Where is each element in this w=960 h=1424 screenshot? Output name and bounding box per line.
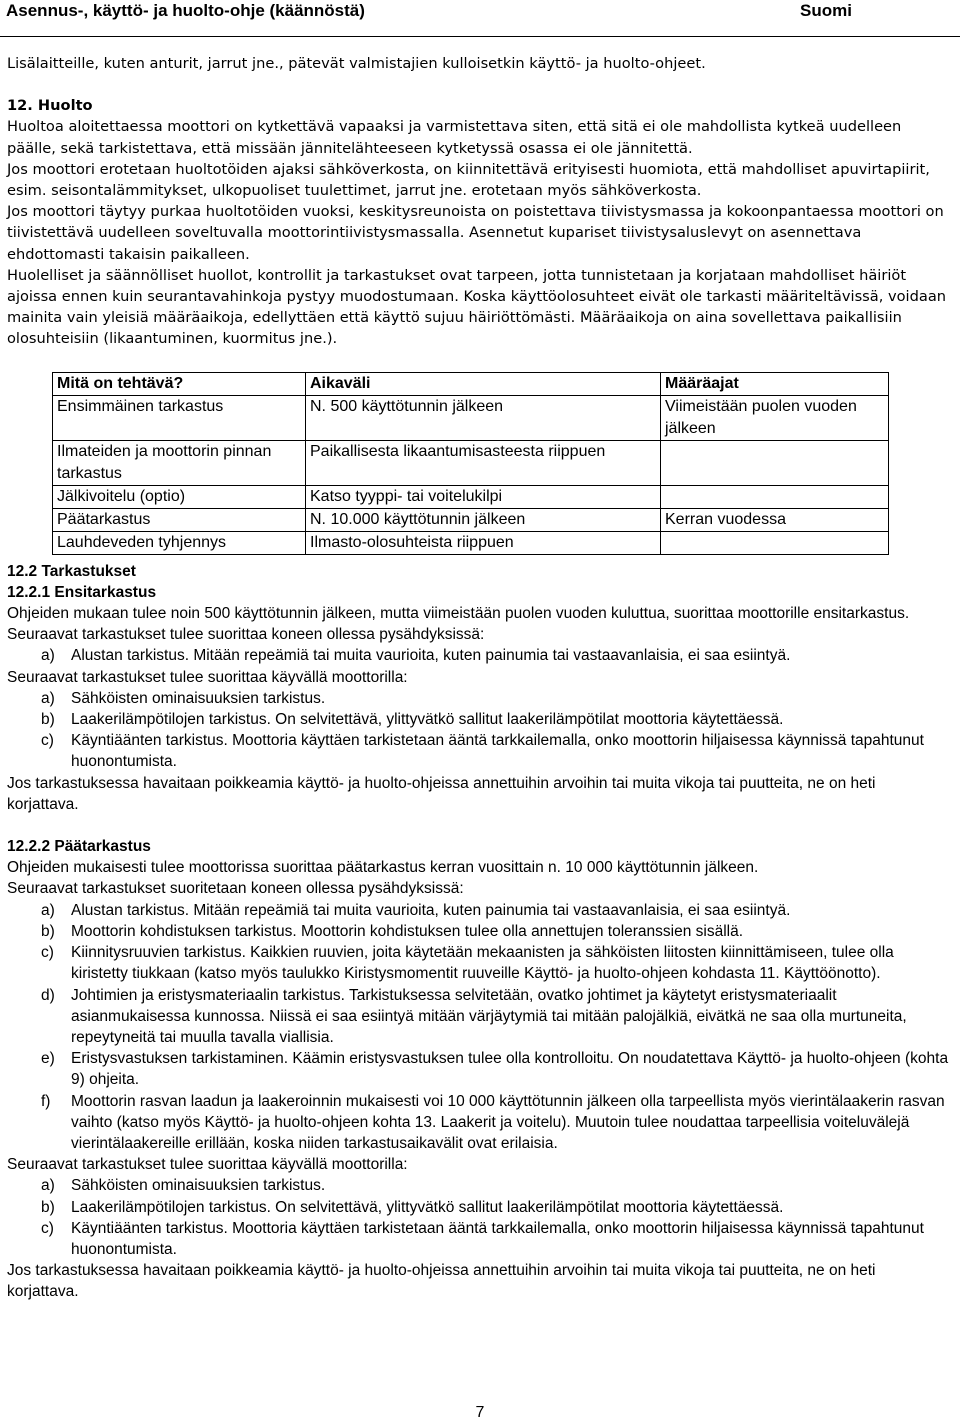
table-cell: Ilmateiden ja moottorin pinnan tarkastus	[53, 440, 306, 485]
list-item-text: Eristysvastuksen tarkistaminen. Käämin eristysvastuksen tulee olla kontrolloitu. On noudatettava Käyttö- ja huolto-ohjeen (kohta 9) ohjeita.	[71, 1050, 949, 1089]
list-item-text: Johtimien ja eristysmateriaalin tarkistus. Tarkistuksessa selvitetään, ovatko johtimet ja käytetyt eristysmateriaalit asianmukaisessa kunnossa. Niissä ei saa esiintyä mitään värjäytymiä tai mitään palojälkiä, eivätkä ne saa olla murtuneita, repeytyneitä tai muulla tavalla viallisia.	[71, 986, 907, 1046]
list-item-label: b)	[41, 1198, 55, 1216]
list-item	[7, 645, 951, 666]
running-intro: Seuraavat tarkastukset tulee suorittaa käyvällä moottorilla:	[7, 668, 408, 686]
table-cell: Päätarkastus	[53, 508, 306, 531]
page-header	[0, 0, 960, 37]
page-number: 7	[475, 1404, 485, 1421]
table-cell: Kerran vuodessa	[661, 508, 889, 531]
list-item-text: Alustan tarkistus. Mitään repeämiä tai muita vaurioita, kuten painumia tai vastaavanlaisia, ei saa esiintyä.	[71, 901, 791, 919]
list-item	[7, 1091, 951, 1155]
section-12-paragraph-1: Huoltoa aloitettaessa moottori on kytkettävä vapaaksi ja varmistettava siten, että sitä ei ole mahdollista kytkeä uudelleen päälle, sekä tarkistettava, että missään jännitelähteeseen kytketyssä osassa ei ole jännitettä.	[7, 118, 902, 157]
list-item-text: Kiinnitysruuvien tarkistus. Kaikkien ruuvien, joita käytetään mekaanisten ja sähköisten liitosten kiinnittämiseen, tulee olla kiristetty tiukkaan (katso myös taulukko Kiristysmomentit ruuveille Käyttö- ja huolto-ohjeen kohdasta 11. Käyttöönotto).	[71, 944, 894, 983]
table-cell: Lauhdeveden tyhjennys	[53, 531, 306, 554]
list-item-text: Moottorin rasvan laadun ja laakeroinnin mukaisesti voi 10 000 käyttötunnin jälkeen olla tarpeellista myös vierintälaakerin rasvan vaihto (katso myös Käyttö- ja huolto-ohjeen kohta 13. Laakerit ja voitelu). Muutoin tulee noudattaa tarpeellisia voiteluvälejä vierintälaakereille erillään, koska niiden tarkastusaikavälit ovat erilaisia.	[71, 1092, 945, 1152]
list-item-label: e)	[41, 1050, 55, 1068]
list-item	[7, 921, 951, 942]
list-item-text: Laakerilämpötilojen tarkistus. On selvitettävä, ylittyvätkö sallitut laakerilämpötilat moottoria käytettäessä.	[71, 711, 784, 729]
standstill-intro: Seuraavat tarkastukset suoritetaan koneen ollessa pysähdyksissä:	[7, 880, 464, 898]
section-12-paragraph-4: Huolelliset ja säännölliset huollot, kontrollit ja tarkastukset ovat tarpeen, jotta tunnistetaan ja korjataan mahdolliset häiriöt ajoissa ennen kuin seurantavahinkoja pystyy muodostumaan. Koska käyttöolosuhteet eivät ole tarkasti määriteltävissä, voidaan mainita vain yleisiä määräaikoja, edellyttäen että käyttö sujuu häiriöttömästi. Määräaikoja on aina sovellettava paikallisiin olosuhteisiin (likaantuminen, kuormitus jne.).	[7, 266, 947, 348]
table-header-cell: Aikaväli	[306, 372, 661, 395]
list-item-label: f)	[41, 1092, 51, 1110]
list-item	[7, 942, 951, 984]
standstill-intro: Seuraavat tarkastukset tulee suorittaa koneen ollessa pysähdyksissä:	[7, 626, 485, 644]
list-item-label: a)	[41, 901, 55, 919]
list-item-text: Käyntiäänten tarkistus. Moottoria käyttäen tarkistetaan ääntä tarkkailemalla, onko moottorin hiljaisessa käynnissä tapahtunut huonontumista.	[71, 732, 924, 771]
list-item-label: d)	[41, 986, 55, 1004]
table-row	[53, 531, 889, 554]
section-12-paragraph-2: Jos moottori erotetaan huoltotöiden ajaksi sähköverkosta, on kiinnitettävä erityisesti huomiota, että mahdolliset apuvirtapiirit, esim. seisontalämmitykset, ulkopuoliset tuulettimet, jarrut jne. erotetaan myös sähköverkosta.	[7, 160, 930, 200]
list-item	[7, 900, 951, 921]
list-item-label: b)	[41, 711, 55, 729]
document-title: Asennus-, käyttö- ja huolto-ohje (käännöstä)	[6, 1, 365, 20]
list-item-label: c)	[41, 732, 54, 750]
section-12-2-1-paragraph: Ohjeiden mukaan tulee noin 500 käyttötunnin jälkeen, mutta viimeistään puolen vuoden kuluttua, suorittaa moottorille ensitarkastus.	[7, 605, 910, 623]
list-item	[7, 985, 951, 1049]
list-item	[7, 1175, 951, 1196]
list-item-text: Laakerilämpötilojen tarkistus. On selvitettävä, ylittyvätkö sallitut laakerilämpötilat moottoria käytettäessä.	[71, 1198, 784, 1216]
table-cell: Ilmasto-olosuhteista riippuen	[306, 531, 661, 554]
list-item-text: Moottorin kohdistuksen tarkistus. Moottorin kohdistuksen tulee olla annettujen toleranssien sisällä.	[71, 922, 744, 940]
list-item-label: b)	[41, 922, 55, 940]
list-item-text: Sähköisten ominaisuuksien tarkistus.	[71, 689, 326, 707]
section-12-2-2-paragraph: Ohjeiden mukaisesti tulee moottorissa suorittaa päätarkastus kerran vuosittain n. 10 000 käyttötunnin jälkeen.	[7, 859, 759, 877]
list-item-label: c)	[41, 1219, 54, 1237]
table-cell: N. 500 käyttötunnin jälkeen	[306, 395, 661, 440]
table-row	[53, 395, 889, 440]
table-row	[53, 508, 889, 531]
list-item	[7, 709, 951, 730]
list-item	[7, 730, 951, 772]
table-row	[53, 440, 889, 485]
list-item	[7, 1218, 951, 1260]
table-cell	[661, 485, 889, 508]
table-cell: N. 10.000 käyttötunnin jälkeen	[306, 508, 661, 531]
list-item-text: Alustan tarkistus. Mitään repeämiä tai muita vaurioita, kuten painumia tai vastaavanlaisia, ei saa esiintyä.	[71, 647, 791, 665]
list-item-label: a)	[41, 1177, 55, 1195]
table-cell: Viimeistään puolen vuoden jälkeen	[661, 395, 889, 440]
section-12-paragraph-3: Jos moottori täytyy purkaa huoltotöiden vuoksi, keskitysreunoista on poistettava tiivistysmassa ja kokoonpantaessa moottori on tiivistettävä uudelleen soveltuvalla moottorintiivistysmassalla. Asennetut kupariset tiivistysaluslevyt on asennettava ehdottomasti takaisin paikalleen.	[7, 203, 944, 263]
maintenance-table	[52, 372, 889, 555]
table-header-row	[53, 372, 889, 395]
section-12-2-1-closing: Jos tarkastuksessa havaitaan poikkeamia käyttö- ja huolto-ohjeissa annettuihin arvoihin tai muita vikoja tai puutteita, ne on heti korjattava.	[7, 774, 876, 813]
section-12-2-heading: 12.2 Tarkastukset	[7, 562, 136, 580]
section-12-2-2-heading: 12.2.2 Päätarkastus	[7, 838, 151, 856]
table-cell: Paikallisesta likaantumisasteesta riippuen	[306, 440, 661, 485]
table-header-cell: Mitä on tehtävä?	[53, 372, 306, 395]
section-12-2-1-heading: 12.2.1 Ensitarkastus	[7, 583, 157, 601]
table-cell	[661, 531, 889, 554]
table-cell: Katso tyyppi- tai voitelukilpi	[306, 485, 661, 508]
document-body	[7, 53, 951, 1303]
list-item-text: Käyntiäänten tarkistus. Moottoria käyttäen tarkistetaan ääntä tarkkailemalla, onko moottorin hiljaisessa käynnissä tapahtunut huonontumista.	[71, 1219, 924, 1258]
table-cell: Ensimmäinen tarkastus	[53, 395, 306, 440]
list-item-label: c)	[41, 944, 54, 962]
list-item-label: a)	[41, 647, 55, 665]
running-intro: Seuraavat tarkastukset tulee suorittaa käyvällä moottorilla:	[7, 1156, 408, 1174]
section-12-heading: 12. Huolto	[7, 97, 93, 115]
table-cell: Jälkivoitelu (optio)	[53, 485, 306, 508]
section-12-2-2-closing: Jos tarkastuksessa havaitaan poikkeamia käyttö- ja huolto-ohjeissa annettuihin arvoihin tai muita vikoja tai puutteita, ne on heti korjattava.	[7, 1262, 876, 1301]
table-cell	[661, 440, 889, 485]
list-item-text: Sähköisten ominaisuuksien tarkistus.	[71, 1177, 326, 1195]
list-item	[7, 688, 951, 709]
table-header-cell: Määräajat	[661, 372, 889, 395]
table-row	[53, 485, 889, 508]
list-item-label: a)	[41, 689, 55, 707]
language-label: Suomi	[800, 1, 852, 20]
list-item	[7, 1197, 951, 1218]
list-item	[7, 1048, 951, 1090]
intro-paragraph: Lisälaitteille, kuten anturit, jarrut jne., pätevät valmistajien kulloisetkin käyttö- ja huolto-ohjeet.	[7, 55, 706, 72]
